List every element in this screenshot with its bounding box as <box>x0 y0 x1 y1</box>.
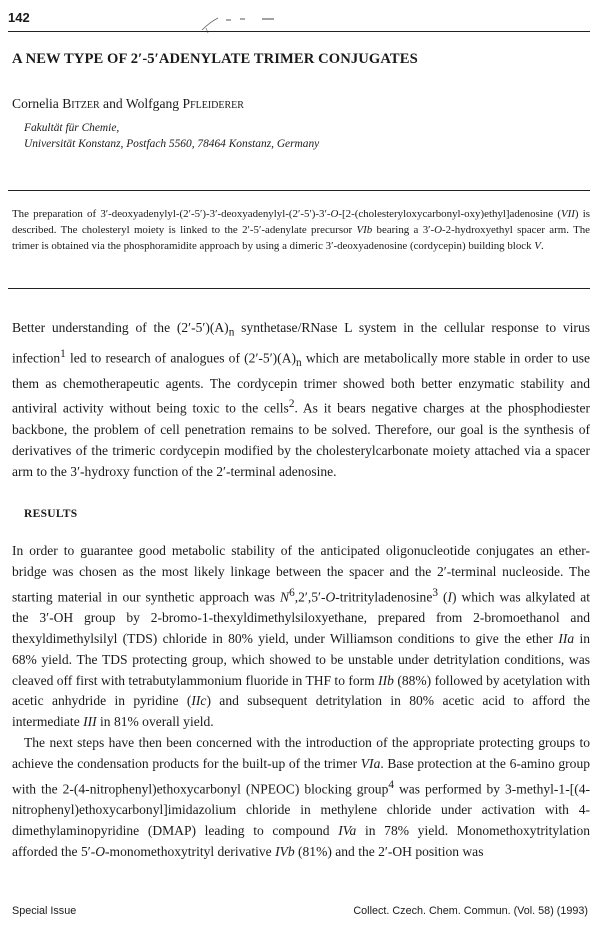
reference-marker: 1 <box>60 347 66 360</box>
section-heading-results: RESULTS <box>24 508 78 520</box>
text-run: ) which was alkylated at the 3′-OH group by 2-bromo-1-thexyldimethylsiloxyethane, prepared from 2-bromoethanol and thexyldimethylsilyl (TDS) chloride in 80% yield, under Williamson conditions to give the ether <box>12 589 590 646</box>
italic-run: O <box>95 843 106 859</box>
author-family-name: Bitzer <box>62 96 100 111</box>
superscript: 6 <box>289 586 295 599</box>
affiliation <box>24 120 319 152</box>
text-run: ) is described. The cholesteryl moiety is linked to the 2′-5′-adenylate precursor <box>12 208 590 236</box>
text-run: (81%) and the 2′-OH position was <box>294 843 484 859</box>
text-run: in 81% overall yield. <box>96 714 214 730</box>
text-run: in 68% yield. The TDS protecting group, which showed to be unstable under detritylation conditions, was cleaved off first with tetrabutylammonium fluoride in THF to form <box>12 630 590 688</box>
compound-number: I <box>447 589 452 605</box>
compound-number: III <box>83 714 97 730</box>
abstract <box>12 206 590 254</box>
text-run: ,2′,5′- <box>294 589 326 605</box>
text-run: -[2-(cholesteryloxycarbonyl-oxy)ethyl]adenosine ( <box>338 208 561 220</box>
author-joiner: and <box>103 96 123 111</box>
compound-number: IVb <box>275 843 295 859</box>
text-run: ) and subsequent detritylation in 80% acetic acid to afford the intermediate <box>12 693 590 730</box>
page-number: 142 <box>8 10 30 25</box>
text-run: . <box>540 240 544 252</box>
text-run: -monomethoxytrityl derivative <box>105 843 276 859</box>
results-paragraph <box>12 733 590 863</box>
text-run: which are metabolically more stable in order to use them as chemotherapeutic agents. The cordycepin trimer showed both better enzymatic stability and antiviral activity without being toxic to the cells <box>12 350 591 416</box>
text-run: -tritrityladenosine <box>335 589 433 605</box>
footer-journal-citation: Collect. Czech. Chem. Commun. (Vol. 58) (1993) <box>353 905 588 917</box>
compound-number: IIb <box>378 672 394 688</box>
compound-number: VIb <box>356 224 373 236</box>
author-given-name: Wolfgang <box>125 96 180 111</box>
text-run: -2-hydroxyethyl spacer arm. The trimer is obtained via the phosphoramidite approach by using a dimeric 3′-deoxyadenosine (cordycepin) building block <box>12 224 590 252</box>
compound-number: VIa <box>360 755 381 771</box>
compound-number: V <box>534 240 541 252</box>
abstract-bottom-rule <box>8 288 590 289</box>
results-paragraph <box>12 541 590 733</box>
text-run: was performed by 3-methyl-1-[(4-nitrophenyl)ethoxycarbonyl]imidazolium chloride in methylene chloride under activation with 4-dimethylaminopyridine (DMAP) leading to compound <box>12 781 591 838</box>
affiliation-line: Fakultät für Chemie, <box>24 122 120 134</box>
article-title: A NEW TYPE OF 2′-5′ADENYLATE TRIMER CONJUGATES <box>12 51 418 67</box>
text-run: bearing a 3′- <box>372 224 435 236</box>
text-run: synthetase/RNase L system in the cellular response to virus infection <box>12 320 590 366</box>
text-run: . As it bears negative charges at the phosphodiester backbone, the problem of cell penetration remains to be solved. Therefore, our goal is the synthesis of derivatives of the trimeric cordycepin modified by the cholesterylcarbonate moiety attached via a spacer arm to the 3′-hydroxy function of the 2′-terminal adenosine. <box>12 400 590 479</box>
abstract-top-rule <box>8 190 590 191</box>
text-run: ( <box>437 589 448 605</box>
compound-number: IIa <box>558 630 575 646</box>
compound-number: IIc <box>191 693 207 709</box>
reference-marker: 4 <box>388 778 394 791</box>
header-rule <box>8 31 590 32</box>
author-given-name: Cornelia <box>12 96 59 111</box>
italic-run: O <box>325 589 336 605</box>
text-run: (88%) followed by acetylation with acetic anhydride in pyridine ( <box>12 672 591 709</box>
footer-special-issue: Special Issue <box>12 905 77 917</box>
text-run: led to research of analogues of (2′-5′)(A) <box>65 350 296 366</box>
text-run: The next steps have then been concerned with the introduction of the appropriate protecting groups to achieve the condensation products for the built-up of the trimer <box>12 735 590 771</box>
results-section <box>12 541 590 863</box>
italic-run: N <box>280 589 290 605</box>
reference-marker: 2 <box>288 398 295 411</box>
introduction-paragraph <box>12 318 590 482</box>
subscript: n <box>228 326 235 339</box>
text-run: In order to guarantee good metabolic stability of the anticipated oligonucleotide conjugates an ether-bridge was chosen as the most likely linkage between the spacer and the 2′-terminal nucleoside. The starting material in our synthetic approach was <box>12 543 590 605</box>
italic-run: O <box>434 224 443 236</box>
reference-marker: 3 <box>432 586 438 599</box>
text-run: in 78% yield. Monomethoxytritylation afforded the 5′- <box>12 823 590 859</box>
text-run: Better understanding of the (2′-5′)(A) <box>12 320 229 335</box>
affiliation-line: Universität Konstanz, Postfach 5560, 78464 Konstanz, Germany <box>24 138 320 150</box>
authors <box>12 96 244 112</box>
italic-run: O <box>330 208 339 220</box>
compound-number: VII <box>560 208 575 220</box>
text-run: The preparation of 3′-deoxyadenylyl-(2′-5′)-3′-deoxyadenylyl-(2′-5′)-3′- <box>12 208 331 220</box>
compound-number: IVa <box>338 823 357 838</box>
subscript: n <box>296 356 302 369</box>
text-run: . Base protection at the 6-amino group with the 2-(4-nitrophenyl)ethoxycarbonyl (NPEOC) blocking group <box>12 755 590 797</box>
author-family-name: Pfleiderer <box>182 96 244 111</box>
